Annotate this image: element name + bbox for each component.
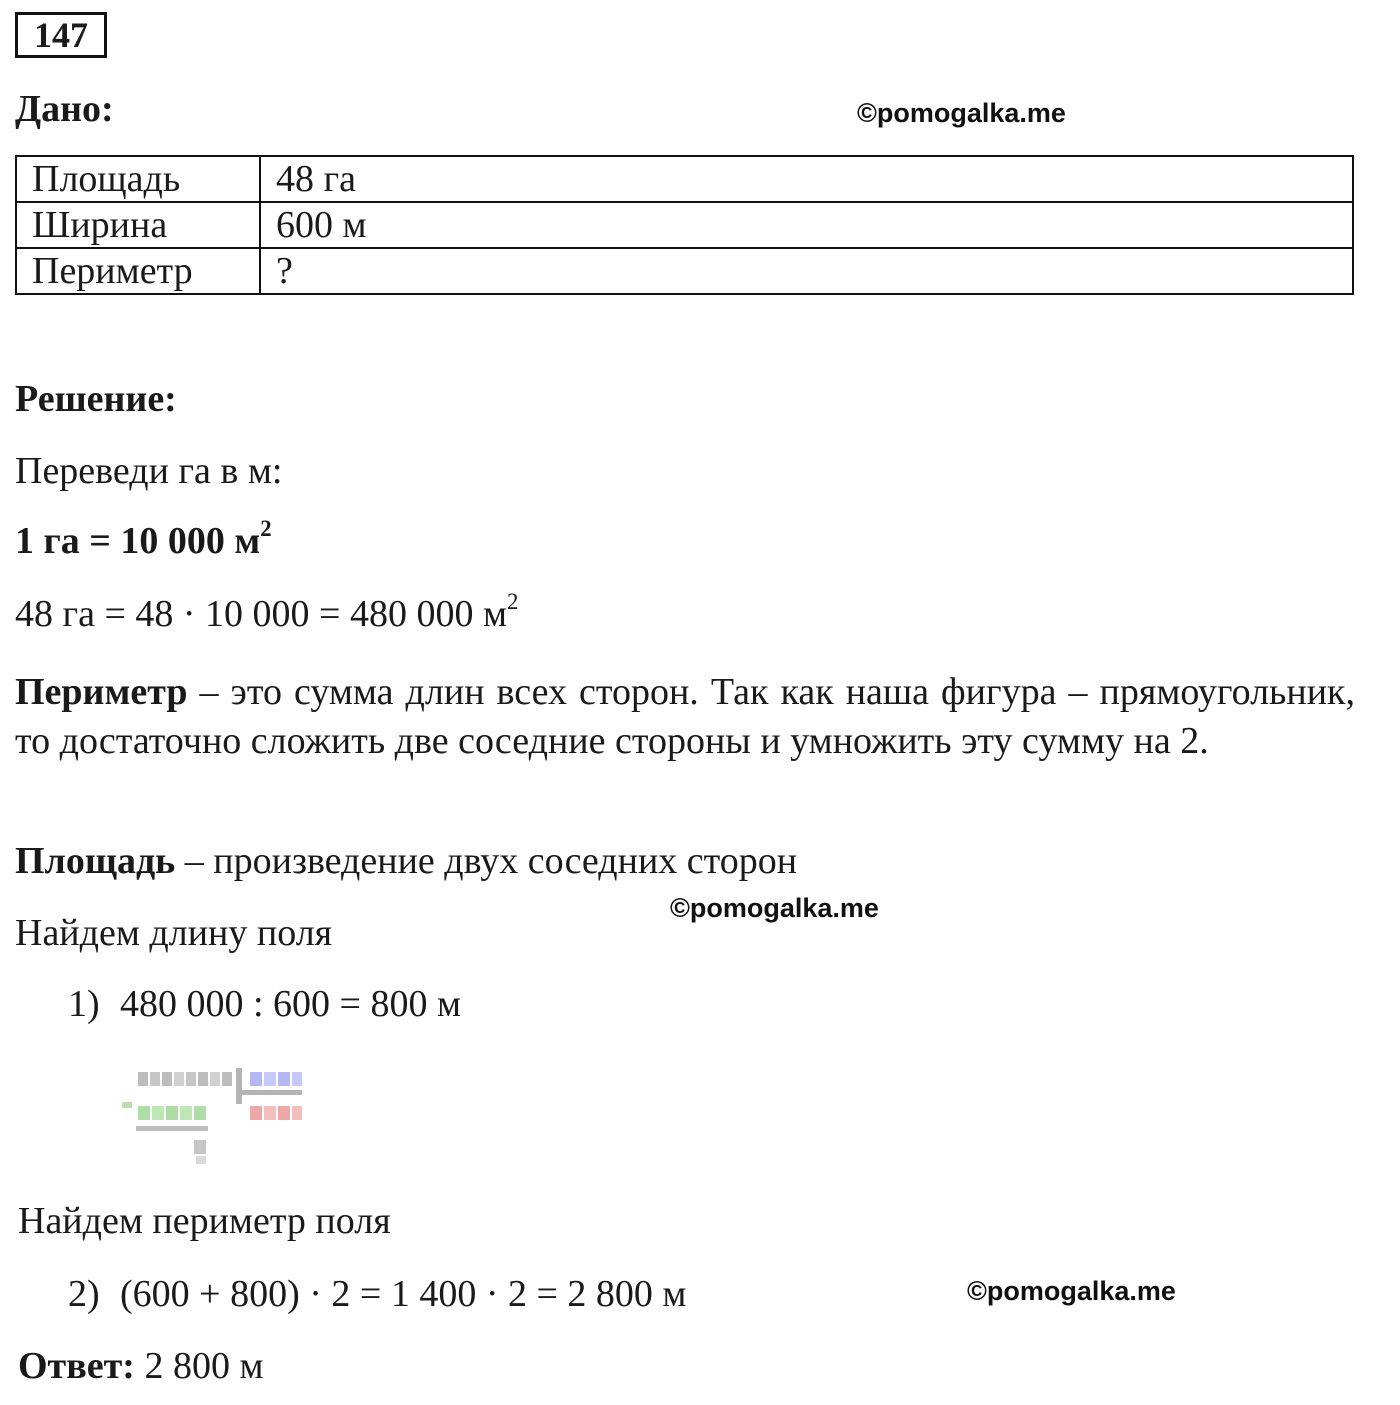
area-definition-text: – произведение двух соседних сторон <box>175 840 798 882</box>
given-table <box>15 155 1354 295</box>
table-cell-label: Площадь <box>16 156 260 202</box>
table-row <box>16 156 1353 202</box>
table-row <box>16 202 1353 248</box>
table-cell-label: Ширина <box>16 202 260 248</box>
solution-heading: Решение: <box>15 378 177 420</box>
table-row <box>16 248 1353 294</box>
perimeter-definition <box>15 668 1355 766</box>
answer-value: 2 800 м <box>134 1345 264 1387</box>
watermark-top: ©pomogalka.me <box>857 98 1066 128</box>
watermark-middle: ©pomogalka.me <box>670 893 879 923</box>
conversion-calc-exponent: 2 <box>507 588 519 614</box>
step-2-marker: 2) <box>68 1273 100 1315</box>
area-term: Площадь <box>15 840 176 882</box>
step-2-expression: (600 + 800) · 2 = 1 400 · 2 = 2 800 м <box>120 1273 687 1315</box>
step-1-marker: 1) <box>68 983 100 1025</box>
step-1-expression: 480 000 : 600 = 800 м <box>120 983 462 1025</box>
division-sketch-image <box>118 1062 318 1172</box>
conversion-calc <box>15 588 519 637</box>
perimeter-term: Периметр <box>15 671 188 713</box>
step-2 <box>68 1273 686 1317</box>
table-cell-value: ? <box>260 248 1353 294</box>
watermark-bottom: ©pomogalka.me <box>967 1276 1176 1306</box>
find-perimeter-text: Найдем периметр поля <box>18 1200 391 1242</box>
answer-label: Ответ: <box>18 1345 135 1387</box>
task-number: 147 <box>15 12 107 58</box>
perimeter-definition-text: – это сумма длин всех сторон. Так как наша фигура – прямоугольник, то достаточно сложить две соседние стороны и умножить эту сумму на 2. <box>15 671 1355 762</box>
answer <box>18 1345 263 1389</box>
area-definition <box>15 840 797 884</box>
conversion-calc-text: 48 га = 48 · 10 000 = 480 000 м <box>15 593 508 635</box>
given-heading: Дано: <box>15 88 114 130</box>
conversion-rule-text: 1 га = 10 000 м <box>15 520 261 562</box>
convert-prompt: Переведи га в м: <box>15 450 283 492</box>
find-length-text: Найдем длину поля <box>15 912 333 954</box>
table-cell-label: Периметр <box>16 248 260 294</box>
table-cell-value: 48 га <box>260 156 1353 202</box>
table-cell-value: 600 м <box>260 202 1353 248</box>
conversion-rule-exponent: 2 <box>260 515 272 541</box>
conversion-rule <box>15 515 272 564</box>
step-1 <box>68 983 461 1027</box>
